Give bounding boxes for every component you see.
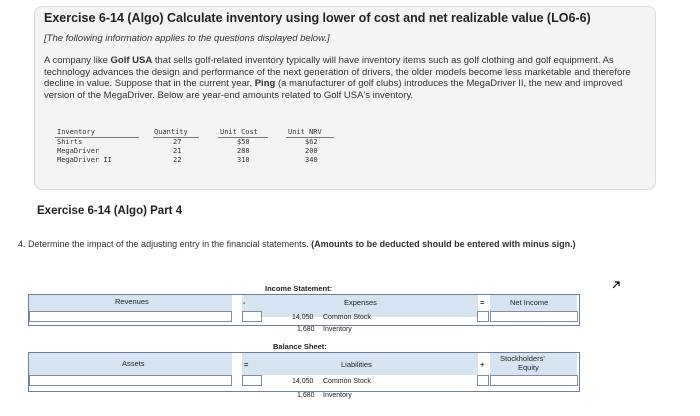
row-unit-cost: 280: [237, 147, 250, 155]
question-text: 4. Determine the impact of the adjusting entry in the financial statements. (Amounts to be deducted should be entered with minus sign.): [18, 239, 576, 249]
row-unit-nrv: $62: [305, 138, 318, 146]
balance-sheet-label: Balance Sheet:: [273, 342, 327, 351]
exercise-title: Exercise 6-14 (Algo) Calculate inventory using lower of cost and net realizable value (LO6-6): [44, 11, 591, 25]
assets-label: Assets: [122, 359, 145, 368]
financial-statement-effects: [28, 286, 580, 409]
minus-sign: -: [243, 298, 246, 307]
liability-account: Common Stock: [323, 378, 371, 385]
bs-plus-input[interactable]: [477, 375, 489, 386]
income-statement-label: Income Statement:: [265, 284, 333, 293]
bs-mid-input[interactable]: [242, 375, 262, 386]
info-note: [The following information applies to the questions displayed below.]: [44, 33, 330, 44]
row-label: MegaDriver: [57, 147, 100, 155]
liability-account: Inventory: [323, 392, 352, 399]
row-unit-nrv: 200: [305, 147, 318, 155]
row-quantity: 22: [173, 156, 182, 164]
row-unit-nrv: 340: [305, 156, 318, 164]
stockholders-equity-label: Stockholders': [500, 354, 545, 363]
expense-account: Common Stock: [323, 314, 371, 321]
row-label: Shirts: [57, 138, 83, 146]
mouse-pointer-icon: [612, 281, 620, 289]
stockholders-equity-label-2: Equity: [518, 363, 539, 372]
equals-sign: =: [480, 298, 485, 307]
col-unit-cost: Unit Cost: [220, 128, 258, 136]
liability-amount: 1,680: [297, 392, 315, 399]
col-inventory: Inventory: [57, 128, 95, 136]
assets-input[interactable]: [29, 375, 232, 386]
col-quantity: Quantity: [154, 128, 188, 136]
expenses-label: Expenses: [344, 298, 377, 307]
liability-amount: 14,050: [292, 378, 314, 385]
plus-sign: +: [480, 360, 485, 369]
row-label: MegaDriver II: [57, 156, 112, 164]
part-title: Exercise 6-14 (Algo) Part 4: [37, 205, 183, 217]
expense-amount: 14,050: [292, 314, 314, 321]
revenues-label: Revenues: [115, 297, 149, 306]
col-unit-nrv: Unit NRV: [288, 128, 322, 136]
row-quantity: 27: [173, 138, 182, 146]
scenario-paragraph: A company like Golf USA that sells golf-related inventory typically will have inventory items such as golf clothing and golf equipment. As technology advances the design and performance of the next generation of drivers, the older models become less marketable and therefore decline in value. Suppose that in the current year, Ping (a manufacturer of golf clubs) introduces the MegaDriver II, the new and improved version of the MegaDriver. Below are year-end amounts related to Golf USA's inventory.: [44, 55, 631, 101]
row-unit-cost: $50: [237, 138, 250, 146]
expense-account: Inventory: [323, 326, 352, 333]
revenues-input[interactable]: [29, 311, 232, 322]
net-income-input[interactable]: [490, 311, 578, 322]
is-mid-input[interactable]: [242, 311, 262, 322]
bs-equals-sign: =: [244, 360, 249, 369]
stockholders-equity-input[interactable]: [490, 375, 578, 386]
expense-amount: 1,680: [297, 326, 315, 333]
row-quantity: 21: [173, 147, 182, 155]
liabilities-label: Liabilities: [341, 360, 372, 369]
net-income-label: Net Income: [510, 298, 549, 307]
row-unit-cost: 310: [237, 156, 250, 164]
is-eq-input[interactable]: [477, 311, 489, 322]
